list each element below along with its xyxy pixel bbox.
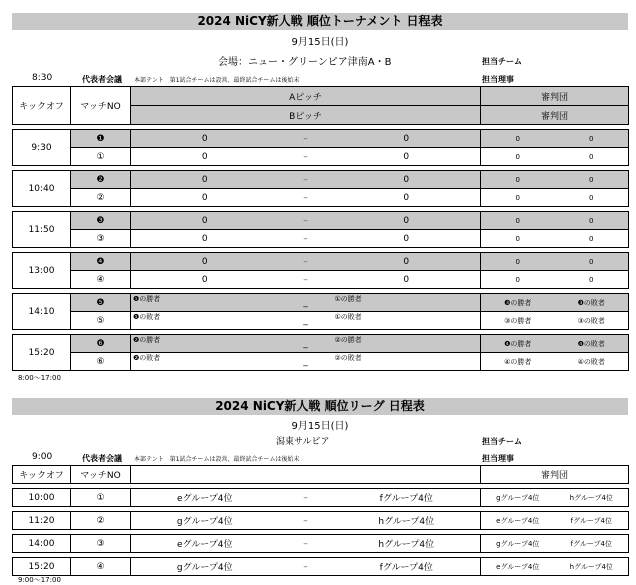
kickoff-time: 14:00: [13, 535, 71, 553]
away-team: fグループ4位: [333, 558, 481, 576]
meeting-label: 代表者会議: [82, 75, 122, 84]
header-match-no: マッチNO: [71, 466, 131, 484]
kickoff-time: 14:10: [13, 294, 71, 330]
official-label: 担当理事: [482, 75, 514, 84]
kickoff-time: 11:50: [13, 212, 71, 248]
match-no: ⑥: [71, 353, 131, 371]
home-team: ❶の勝者: [131, 294, 279, 312]
home-team: 0: [131, 148, 279, 166]
referee-1: eグループ4位: [481, 512, 555, 530]
referee-1: ❸の勝者: [481, 294, 555, 312]
league-meeting-label: 代表者会議: [82, 454, 122, 463]
kickoff-time: 13:00: [13, 253, 71, 289]
separator: –: [279, 253, 333, 271]
referee-1: eグループ4位: [481, 558, 555, 576]
league-footer: 9:00～17:00: [18, 576, 61, 584]
separator: –: [279, 271, 333, 289]
separator: –: [279, 489, 333, 507]
separator: –: [279, 189, 333, 207]
home-team: 0: [131, 212, 279, 230]
separator: –: [279, 130, 333, 148]
table-row: [13, 212, 629, 230]
table-row: [13, 512, 629, 530]
header-match-no: マッチNO: [71, 87, 131, 125]
referee-1: 0: [481, 171, 555, 189]
away-team: 0: [333, 171, 481, 189]
home-team: gグループ4位: [131, 512, 279, 530]
referee-1: 0: [481, 130, 555, 148]
separator: _: [279, 335, 333, 353]
separator: _: [279, 294, 333, 312]
kickoff-time: 15:20: [13, 558, 71, 576]
table-row: [13, 171, 629, 189]
league-meeting-time: 9:00: [32, 452, 53, 462]
match-no: ①: [71, 148, 131, 166]
away-team: ①の敗者: [333, 312, 481, 330]
header-referee-a: 審判団: [481, 87, 629, 106]
away-team: 0: [333, 212, 481, 230]
header-kickoff: キックオフ: [13, 466, 71, 484]
referee-2: 0: [555, 271, 629, 289]
match-no: ❸: [71, 212, 131, 230]
referee-1: 0: [481, 271, 555, 289]
referee-1: 0: [481, 230, 555, 248]
referee-2: 0: [555, 171, 629, 189]
table-row: [13, 189, 629, 207]
referee-2: 0: [555, 212, 629, 230]
table-row: [13, 535, 629, 553]
match-no: ❷: [71, 171, 131, 189]
tournament-schedule-table: [12, 86, 629, 371]
header-pitch-a: Aピッチ: [131, 87, 481, 106]
separator: _: [279, 312, 333, 330]
referee-2: ④の敗者: [555, 353, 629, 371]
referee-1: 0: [481, 212, 555, 230]
separator: –: [279, 558, 333, 576]
table-row: [13, 271, 629, 289]
header-blank: [131, 466, 481, 484]
match-no: ❻: [71, 335, 131, 353]
referee-1: 0: [481, 148, 555, 166]
home-team: 0: [131, 189, 279, 207]
kickoff-time: 15:20: [13, 335, 71, 371]
home-team: gグループ4位: [131, 558, 279, 576]
away-team: hグループ4位: [333, 535, 481, 553]
match-no: ❶: [71, 130, 131, 148]
table-row: [13, 312, 629, 330]
away-team: fグループ4位: [333, 489, 481, 507]
referee-1: gグループ4位: [481, 489, 555, 507]
tournament-title: 2024 NiCY新人戦 順位トーナメント 日程表: [12, 13, 628, 30]
home-team: ❶の敗者: [131, 312, 279, 330]
match-no: ②: [71, 512, 131, 530]
away-team: 0: [333, 230, 481, 248]
away-team: 0: [333, 130, 481, 148]
away-team: ②の敗者: [333, 353, 481, 371]
referee-2: 0: [555, 189, 629, 207]
away-team: 0: [333, 148, 481, 166]
tournament-footer: 8:00～17:00: [18, 374, 61, 382]
kickoff-time: 10:00: [13, 489, 71, 507]
table-row: [13, 335, 629, 353]
home-team: eグループ4位: [131, 535, 279, 553]
away-team: hグループ4位: [333, 512, 481, 530]
separator: –: [279, 171, 333, 189]
separator: –: [279, 512, 333, 530]
away-team: ②の勝者: [333, 335, 481, 353]
away-team: 0: [333, 253, 481, 271]
table-row: [13, 230, 629, 248]
header-kickoff: キックオフ: [13, 87, 71, 125]
referee-1: ③の勝者: [481, 312, 555, 330]
referee-2: fグループ4位: [555, 512, 629, 530]
separator: _: [279, 353, 333, 371]
table-row: [13, 353, 629, 371]
home-team: 0: [131, 253, 279, 271]
meeting-time: 8:30: [32, 73, 53, 83]
meeting-note: 本部テント 第1試合チームは設営、最終試合チームは後始末: [134, 77, 300, 84]
referee-2: 0: [555, 230, 629, 248]
match-no: ④: [71, 271, 131, 289]
referee-2: fグループ4位: [555, 535, 629, 553]
referee-1: ④の勝者: [481, 353, 555, 371]
home-team: eグループ4位: [131, 489, 279, 507]
kickoff-time: 10:40: [13, 171, 71, 207]
table-row: [13, 294, 629, 312]
league-team-label: 担当チーム: [482, 437, 522, 446]
away-team: 0: [333, 189, 481, 207]
table-row: [13, 130, 629, 148]
home-team: 0: [131, 130, 279, 148]
home-team: 0: [131, 171, 279, 189]
referee-2: hグループ4位: [555, 558, 629, 576]
league-title: 2024 NiCY新人戦 順位リーグ 日程表: [12, 398, 628, 415]
table-row: [13, 489, 629, 507]
match-no: ❺: [71, 294, 131, 312]
header-pitch-b: Bピッチ: [131, 106, 481, 125]
table-row: [13, 253, 629, 271]
home-team: ❷の勝者: [131, 335, 279, 353]
league-date: 9月15日(日): [291, 421, 349, 432]
referee-2: 0: [555, 148, 629, 166]
referee-1: ❹の勝者: [481, 335, 555, 353]
separator: –: [279, 535, 333, 553]
match-no: ③: [71, 535, 131, 553]
tournament-venue: 会場：ニュー・グリーンピア津南A・B: [218, 57, 392, 68]
header-referee-b: 審判団: [481, 106, 629, 125]
header-referee: 審判団: [481, 466, 629, 484]
league-venue: 潟東サルビア: [276, 437, 330, 447]
referee-2: 0: [555, 130, 629, 148]
referee-1: 0: [481, 253, 555, 271]
referee-2: hグループ4位: [555, 489, 629, 507]
table-row: [13, 148, 629, 166]
team-label: 担当チーム: [482, 57, 522, 66]
kickoff-time: 11:20: [13, 512, 71, 530]
away-team: ①の勝者: [333, 294, 481, 312]
referee-2: 0: [555, 253, 629, 271]
away-team: 0: [333, 271, 481, 289]
kickoff-time: 9:30: [13, 130, 71, 166]
league-official-label: 担当理事: [482, 454, 514, 463]
league-schedule-table: [12, 465, 629, 576]
match-no: ①: [71, 489, 131, 507]
referee-2: ❹の敗者: [555, 335, 629, 353]
match-no: ②: [71, 189, 131, 207]
match-no: ④: [71, 558, 131, 576]
referee-2: ❸の敗者: [555, 294, 629, 312]
home-team: ❷の敗者: [131, 353, 279, 371]
table-row: [13, 558, 629, 576]
home-team: 0: [131, 271, 279, 289]
separator: –: [279, 148, 333, 166]
referee-2: ③の敗者: [555, 312, 629, 330]
home-team: 0: [131, 230, 279, 248]
match-no: ❹: [71, 253, 131, 271]
match-no: ③: [71, 230, 131, 248]
referee-1: 0: [481, 189, 555, 207]
league-meeting-note: 本部テント 第1試合チームは設営、最終試合チームは後始末: [134, 456, 300, 463]
match-no: ⑤: [71, 312, 131, 330]
separator: –: [279, 230, 333, 248]
referee-1: gグループ4位: [481, 535, 555, 553]
tournament-date: 9月15日(日): [291, 37, 349, 48]
separator: –: [279, 212, 333, 230]
